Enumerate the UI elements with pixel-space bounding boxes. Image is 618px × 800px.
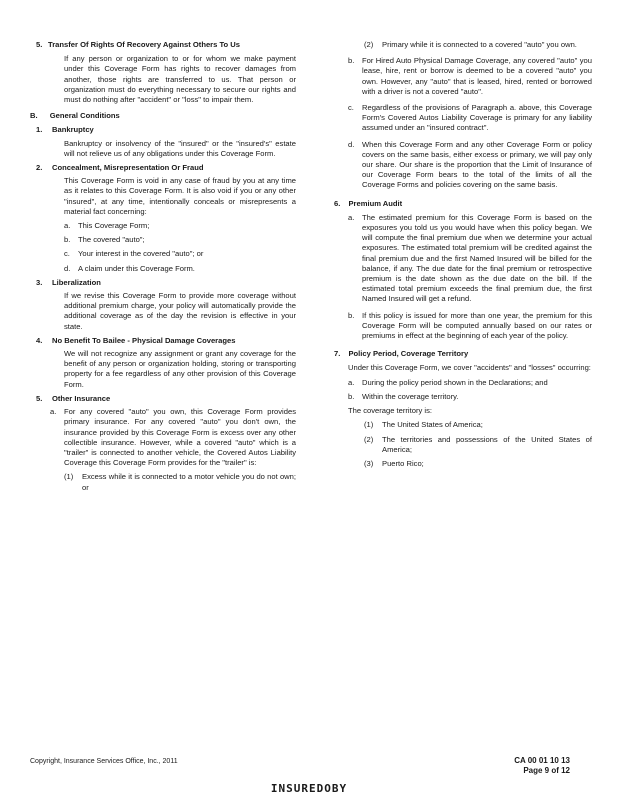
condition-title: No Benefit To Bailee - Physical Damage Coverages [52,335,236,345]
condition-number: 4. [36,335,43,345]
condition-text: Under this Coverage Form, we cover "accidents" and "losses" occurring: [348,363,591,373]
territory-intro: The coverage territory is: [348,406,432,416]
condition-title: Policy Period, Coverage Territory [348,349,469,359]
list-item: a. This Coverage Form; [64,221,150,231]
section-letter: B. [30,111,38,121]
footer-form-info [514,756,570,776]
condition-6-premium-audit [334,199,592,342]
list-item: a. For any covered "auto" you own, this Coverage Form provides primary insurance. For any covered "auto" you don't own, the insurance provided by this Coverage Form is excess over any other collectible insurance. However, while a covered "auto" which is a "trailer" is connected to another vehicle, the Covered Autos Liability Coverage this Coverage Form provides for the "trailer" is: [50,407,296,468]
concealment-list [64,221,296,274]
section-text: If any person or organization to or for whom we make payment under this Coverage Form has rights to recover damages from another, those rights are transferred to us. That person or organization must do everything necessary to secure our rights and must do nothing after "accident" or "loss" to impair them. [64,54,296,105]
left-column [30,40,296,497]
list-item: b. The covered "auto"; [64,235,145,245]
condition-2-concealment [36,163,296,274]
list-item: (1) The United States of America; [364,420,483,430]
section-title: General Conditions [49,111,120,121]
condition-number: 7. [334,349,341,359]
condition-title: Bankruptcy [52,125,94,135]
condition-text: We will not recognize any assignment or grant any coverage for the benefit of any person or organization holding, storing or transporting property for a fee regardless of any other provision of this Coverage Form. [64,349,296,389]
list-item: a. During the policy period shown in the Declarations; and [348,377,548,387]
form-number: CA 00 01 10 13 [514,756,570,765]
condition-4-no-benefit-to-bailee [36,335,296,390]
condition-text: This Coverage Form is void in any case of fraud by you at any time as it relates to this Coverage Form. It is also void if you or any other "insured", at any time, intentionally conceals or misrepresents a material fact concerning: [64,176,296,216]
condition-title: Other Insurance [52,393,111,403]
list-item: c. Regardless of the provisions of Paragraph a. above, this Coverage Form's Covered Autos Liability Coverage is primary for any liability assumed under an "insured contract". [348,103,592,133]
condition-3-liberalization [36,277,296,332]
list-item: b. If this policy is issued for more than one year, the premium for this Coverage Form will be computed annually based on our rates or premiums in effect at the beginning of each year of the policy. [348,310,592,341]
section-number: 5. [36,40,43,49]
list-item: d. When this Coverage Form and any other Coverage Form or policy covers on the same basis, either excess or primary, we will pay only our share. Our share is the proportion that the Limit of Insurance of our Coverage Form bears to the total of the limits of all the Coverage Forms and policies covering on the same basis. [348,139,592,190]
condition-number: 1. [36,125,43,135]
condition-number: 3. [36,277,43,287]
list-item: d. A claim under this Coverage Form. [64,263,195,273]
right-column [326,40,592,473]
condition-text: If we revise this Coverage Form to provide more coverage without additional premium charge, your policy will automatically provide the additional coverage as of the day the revision is effective in your state. [64,291,296,331]
list-item: (2) Primary while it is connected to a covered "auto" you own. [364,40,577,49]
condition-title: Liberalization [52,277,101,287]
list-item: b. For Hired Auto Physical Damage Coverage, any covered "auto" you lease, hire, rent or borrow is deemed to be a covered "auto" you own. However, any "auto" that is leased, hired, rented or borrowed with a driver is not a covered "auto". [348,56,592,96]
list-item: (2) The territories and possessions of the United States of America; [364,434,592,454]
section-title: Transfer Of Rights Of Recovery Against Others To Us [48,40,240,49]
condition-5-other-insurance [36,393,296,493]
territory-list [364,420,592,469]
section-5-transfer [36,40,296,105]
condition-7-policy-period [334,349,592,469]
condition-number: 2. [36,163,43,173]
condition-title: Concealment, Misrepresentation Or Fraud [52,163,204,173]
condition-1-bankruptcy [36,125,296,159]
list-item: c. Your interest in the covered "auto"; or [64,249,204,259]
watermark-stamp: INSUREDOBY [270,782,348,795]
list-item: (1) Excess while it is connected to a motor vehicle you do not own; or [64,472,296,492]
list-item: (3) Puerto Rico; [364,458,424,468]
list-item: a. The estimated premium for this Coverage Form is based on the exposures you told us you would have when this policy began. We will compute the final premium due when we determine your actual exposures. The estimated total premium will be credited against the final premium due and the first Named Insured will be billed for the balance, if any. The due date for the final premium or retrospective premium is the date shown as the due date on the bill. If the estimated total premium exceeds the final premium due, the first Named Insured will get a refund. [348,212,592,304]
section-b-general-conditions [30,111,296,121]
copyright-notice: Copyright, Insurance Services Office, Inc., 2011 [30,758,178,765]
condition-number: 5. [36,393,43,403]
list-item: b. Within the coverage territory. [348,391,459,401]
condition-text: Bankruptcy or insolvency of the "insured" or the "insured's" estate will not relieve us of any obligations under this Coverage Form. [64,138,296,158]
page-number: Page 9 of 12 [523,766,570,775]
condition-number: 6. [334,198,341,208]
condition-title: Premium Audit [348,198,403,208]
